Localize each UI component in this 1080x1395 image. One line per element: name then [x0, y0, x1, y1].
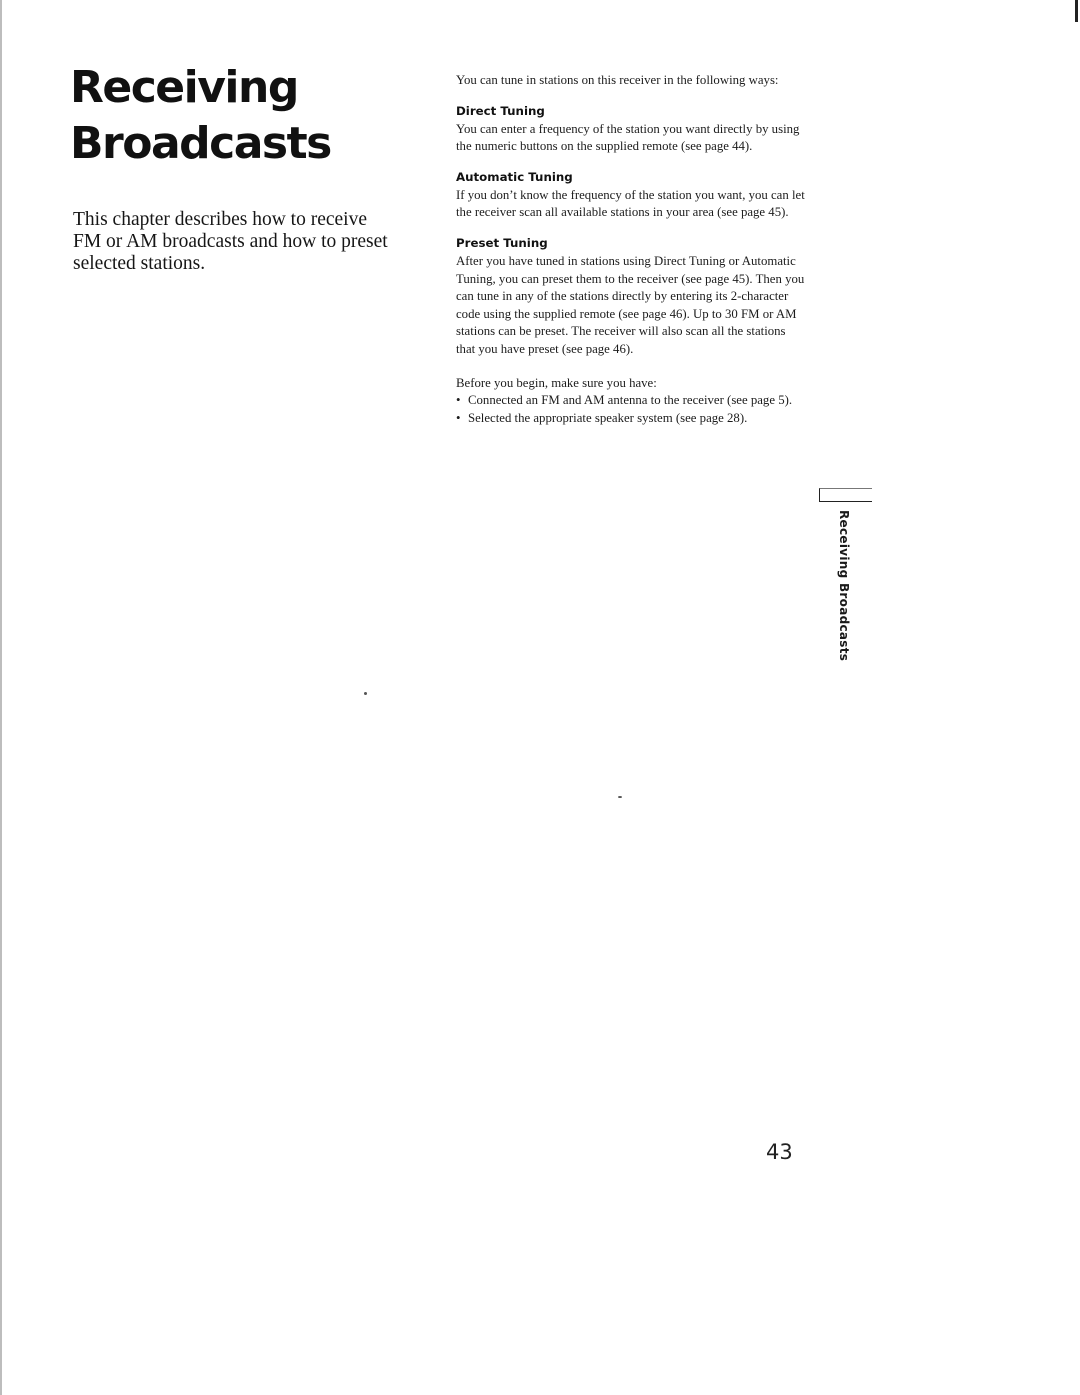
side-chapter-label: Receiving Broadcasts — [837, 510, 851, 662]
chapter-intro: This chapter describes how to receive FM or AM broadcasts and how to preset selected stations. — [73, 209, 388, 274]
section-direct-tuning — [456, 104, 806, 156]
section-body: You can enter a frequency of the station you want directly by using the numeric buttons on the supplied remote (see page 44). — [456, 121, 800, 154]
lead-paragraph: You can tune in stations on this receiver in the following ways: — [456, 73, 779, 87]
section-preset-tuning — [456, 236, 806, 359]
list-item-text: Selected the appropriate speaker system (see page 28). — [468, 410, 748, 425]
tab-bracket-icon — [819, 488, 872, 502]
page-number: 43 — [766, 1140, 793, 1164]
chapter-tab-marker — [819, 488, 873, 502]
list-item — [456, 392, 806, 410]
chapter-title — [70, 60, 410, 172]
section-body: If you don’t know the frequency of the station you want, you can let the receiver scan all available stations in your area (see page 45). — [456, 187, 805, 220]
scan-speck — [364, 692, 367, 695]
section-body: After you have tuned in stations using Direct Tuning or Automatic Tuning, you can preset them to the receiver (see page 45). Then you can tune in any of the stations directly by entering its 2-character code using the supplied remote (see page 46). Up to 30 FM or AM stations can be preset. The receiver will also scan all the stations that you have preset (see page 46). — [456, 253, 805, 356]
list-item — [456, 410, 806, 428]
list-item-text: Connected an FM and AM antenna to the receiver (see page 5). — [468, 393, 793, 408]
bullet-icon: • — [456, 393, 461, 408]
bullet-icon: • — [456, 410, 461, 425]
scan-speck — [618, 796, 622, 798]
section-heading: Preset Tuning — [456, 235, 548, 250]
section-heading: Automatic Tuning — [456, 169, 573, 184]
scan-right-edge-mark — [1075, 0, 1078, 22]
section-heading: Direct Tuning — [456, 103, 545, 118]
chapter-title-line-1: Receiving — [70, 62, 298, 113]
scan-left-edge — [0, 0, 2, 1395]
section-automatic-tuning — [456, 170, 806, 222]
main-content — [456, 72, 806, 427]
prerequisites-list — [456, 392, 806, 427]
prerequisites — [456, 375, 806, 428]
prerequisites-intro: Before you begin, make sure you have: — [456, 375, 657, 390]
chapter-title-line-2: Broadcasts — [70, 118, 331, 169]
